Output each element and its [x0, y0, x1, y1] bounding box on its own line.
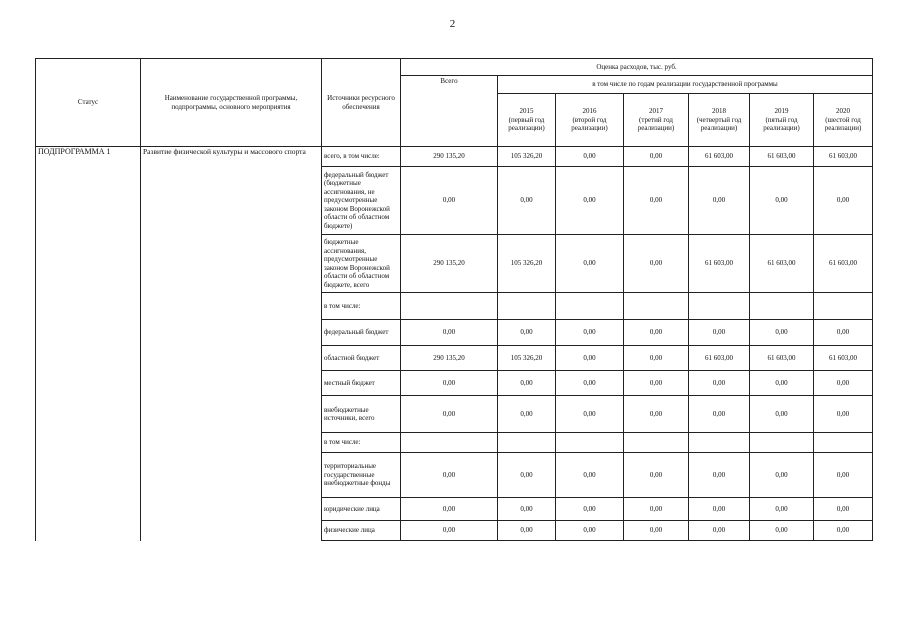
year-value-cell — [814, 433, 873, 453]
total-value-cell: 0,00 — [401, 453, 498, 498]
total-value-cell — [401, 433, 498, 453]
header-name: Наименование государственной программы, подпрограммы, основного мероприятия — [141, 59, 322, 147]
year-note: (пятый год реализации) — [763, 115, 800, 133]
year-value-cell: 0,00 — [814, 167, 873, 235]
year-value-cell: 0,00 — [814, 498, 873, 521]
year-value-cell: 0,00 — [689, 371, 750, 396]
year-value-cell: 0,00 — [498, 498, 556, 521]
year-value-cell: 0,00 — [624, 453, 689, 498]
header-by-years: в том числе по годам реализации государственной программы — [498, 76, 873, 94]
year-value-cell: 0,00 — [814, 521, 873, 541]
year-value-cell — [750, 293, 814, 320]
year-value-cell: 105 326,20 — [498, 346, 556, 371]
year-value-cell: 0,00 — [689, 453, 750, 498]
year-value-cell: 0,00 — [750, 453, 814, 498]
header-year-2015 — [498, 94, 556, 147]
total-value-cell: 0,00 — [401, 320, 498, 346]
year-value-cell: 61 603,00 — [689, 147, 750, 167]
year-note: (третий год реализации) — [637, 115, 675, 133]
year-value-cell: 0,00 — [498, 396, 556, 433]
year-value-cell: 0,00 — [498, 371, 556, 396]
year-value-cell: 0,00 — [814, 396, 873, 433]
year-label: 2016 — [582, 107, 597, 116]
total-value-cell: 0,00 — [401, 396, 498, 433]
year-value-cell: 0,00 — [624, 371, 689, 396]
year-value-cell: 0,00 — [556, 498, 624, 521]
year-value-cell: 61 603,00 — [750, 346, 814, 371]
header-sources: Источники ресурсного обеспечения — [322, 59, 401, 147]
year-value-cell: 0,00 — [624, 147, 689, 167]
year-value-cell — [624, 433, 689, 453]
year-label: 2020 — [836, 107, 850, 116]
source-cell: местный бюджет — [322, 371, 401, 396]
year-value-cell: 0,00 — [814, 371, 873, 396]
source-cell: федеральный бюджет — [322, 320, 401, 346]
year-value-cell — [624, 293, 689, 320]
status-cell: ПОДПРОГРАММА 1 — [36, 147, 141, 541]
year-value-cell — [750, 433, 814, 453]
year-value-cell: 0,00 — [556, 371, 624, 396]
header-year-2020 — [814, 94, 873, 147]
year-value-cell — [814, 293, 873, 320]
source-cell: федеральный бюджет (бюджетные ассигнования, не предусмотренные законом Воронежской области об областном бюджете) — [322, 167, 401, 235]
year-value-cell: 105 326,20 — [498, 235, 556, 293]
source-cell: внебюджетные источники, всего — [322, 396, 401, 433]
year-value-cell — [689, 293, 750, 320]
year-value-cell: 0,00 — [624, 320, 689, 346]
year-value-cell: 0,00 — [750, 521, 814, 541]
year-note: (четвертый год реализации) — [696, 115, 742, 133]
budget-table-body — [36, 147, 873, 541]
year-value-cell: 0,00 — [750, 320, 814, 346]
year-value-cell: 0,00 — [556, 167, 624, 235]
year-value-cell: 0,00 — [814, 320, 873, 346]
year-value-cell: 0,00 — [624, 167, 689, 235]
year-value-cell — [498, 433, 556, 453]
year-value-cell — [556, 433, 624, 453]
total-value-cell: 290 135,20 — [401, 346, 498, 371]
year-value-cell: 0,00 — [624, 346, 689, 371]
total-value-cell: 290 135,20 — [401, 147, 498, 167]
source-cell: в том числе: — [322, 433, 401, 453]
year-value-cell: 105 326,20 — [498, 147, 556, 167]
year-note: (первый год реализации) — [508, 115, 545, 133]
year-value-cell — [556, 293, 624, 320]
year-value-cell: 0,00 — [689, 167, 750, 235]
header-total: Всего — [401, 76, 498, 147]
source-cell: областной бюджет — [322, 346, 401, 371]
year-value-cell: 61 603,00 — [750, 235, 814, 293]
year-value-cell: 0,00 — [556, 147, 624, 167]
year-value-cell — [498, 293, 556, 320]
year-value-cell: 61 603,00 — [814, 346, 873, 371]
year-value-cell: 0,00 — [556, 235, 624, 293]
year-value-cell: 61 603,00 — [689, 235, 750, 293]
total-value-cell: 0,00 — [401, 371, 498, 396]
year-value-cell: 0,00 — [689, 320, 750, 346]
year-value-cell: 0,00 — [624, 498, 689, 521]
year-value-cell: 0,00 — [750, 167, 814, 235]
year-note: (шестой год реализации) — [824, 115, 862, 133]
source-cell: всего, в том числе: — [322, 147, 401, 167]
year-value-cell: 61 603,00 — [689, 346, 750, 371]
source-cell: территориальные государственные внебюджетные фонды — [322, 453, 401, 498]
year-value-cell: 0,00 — [498, 320, 556, 346]
source-cell: физические лица — [322, 521, 401, 541]
year-value-cell: 0,00 — [814, 453, 873, 498]
total-value-cell: 0,00 — [401, 521, 498, 541]
budget-table — [35, 58, 873, 541]
year-value-cell: 61 603,00 — [814, 235, 873, 293]
year-label: 2015 — [519, 107, 534, 116]
total-value-cell: 0,00 — [401, 498, 498, 521]
header-year-2017 — [624, 94, 689, 147]
year-value-cell: 0,00 — [624, 235, 689, 293]
year-value-cell: 0,00 — [624, 396, 689, 433]
year-value-cell: 0,00 — [750, 371, 814, 396]
year-label: 2017 — [649, 107, 663, 116]
year-value-cell: 0,00 — [556, 453, 624, 498]
year-value-cell: 0,00 — [556, 521, 624, 541]
table-row — [36, 147, 873, 167]
year-value-cell: 0,00 — [498, 453, 556, 498]
year-value-cell: 61 603,00 — [750, 147, 814, 167]
year-value-cell: 0,00 — [556, 396, 624, 433]
year-note: (второй год реализации) — [571, 115, 608, 133]
year-value-cell: 61 603,00 — [814, 147, 873, 167]
header-cost-estimate: Оценка расходов, тыс. руб. — [401, 59, 873, 76]
header-year-2016 — [556, 94, 624, 147]
source-cell: в том числе: — [322, 293, 401, 320]
total-value-cell — [401, 293, 498, 320]
source-cell: бюджетные ассигнования, предусмотренные законом Воронежской области об областном бюджете, всего — [322, 235, 401, 293]
year-value-cell: 0,00 — [556, 346, 624, 371]
page-number: 2 — [449, 18, 456, 30]
total-value-cell: 290 135,20 — [401, 235, 498, 293]
year-value-cell: 0,00 — [498, 167, 556, 235]
year-label: 2018 — [712, 107, 726, 116]
year-value-cell: 0,00 — [556, 320, 624, 346]
year-value-cell: 0,00 — [689, 521, 750, 541]
total-value-cell: 0,00 — [401, 167, 498, 235]
header-year-2018 — [689, 94, 750, 147]
year-value-cell: 0,00 — [750, 396, 814, 433]
header-status: Статус — [36, 59, 141, 147]
header-year-2019 — [750, 94, 814, 147]
year-value-cell: 0,00 — [624, 521, 689, 541]
year-value-cell: 0,00 — [689, 498, 750, 521]
program-name-cell: Развитие физической культуры и массового спорта — [141, 147, 322, 541]
source-cell: юридические лица — [322, 498, 401, 521]
year-value-cell — [689, 433, 750, 453]
year-value-cell: 0,00 — [498, 521, 556, 541]
year-label: 2019 — [774, 107, 789, 116]
year-value-cell: 0,00 — [689, 396, 750, 433]
year-value-cell: 0,00 — [750, 498, 814, 521]
